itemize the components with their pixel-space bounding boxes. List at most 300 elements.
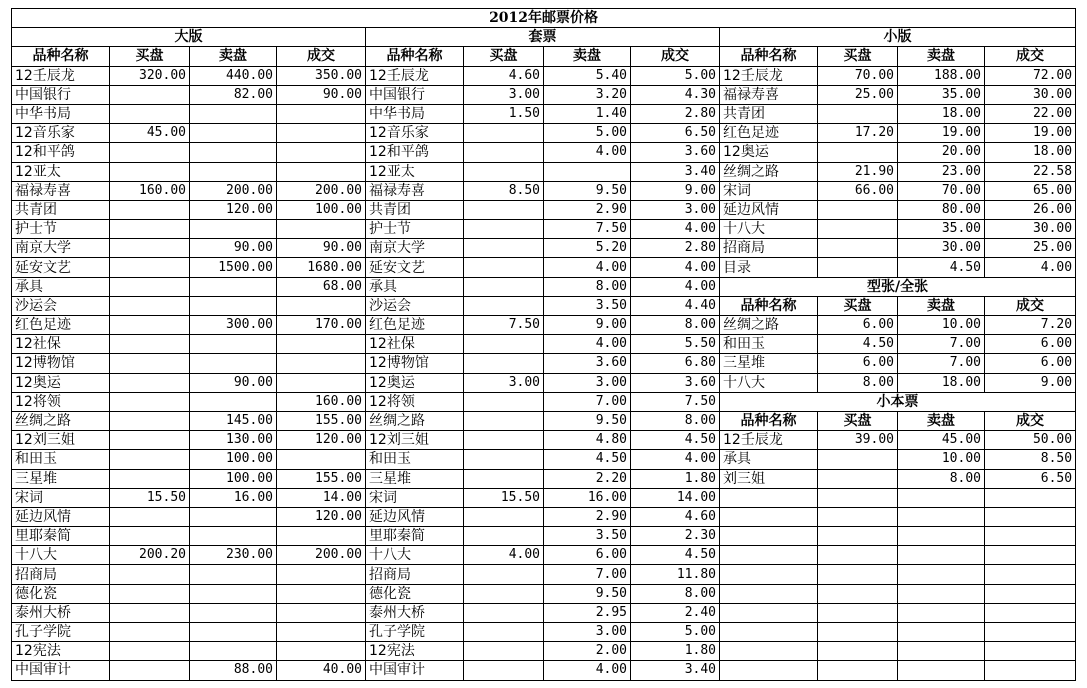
table-row bbox=[12, 392, 1076, 411]
taopiao-name-cell: 12奥运 bbox=[366, 373, 464, 392]
empty-cell bbox=[720, 507, 818, 526]
daban-name-cell: 中国银行 bbox=[12, 85, 110, 104]
taopiao-name-cell: 延安文艺 bbox=[366, 258, 464, 277]
column-header: 品种名称 bbox=[720, 296, 818, 315]
empty-cell bbox=[818, 527, 898, 546]
column-header: 成交 bbox=[631, 47, 720, 66]
daban-deal-cell: 155.00 bbox=[277, 411, 366, 430]
daban-deal-cell bbox=[277, 642, 366, 661]
xiaoban-ask-cell: 19.00 bbox=[898, 124, 985, 143]
taopiao-name-cell: 中国银行 bbox=[366, 85, 464, 104]
taopiao-name-cell: 12音乐家 bbox=[366, 124, 464, 143]
empty-cell bbox=[720, 623, 818, 642]
taopiao-deal-cell: 4.00 bbox=[631, 450, 720, 469]
taopiao-deal-cell: 6.80 bbox=[631, 354, 720, 373]
xiaobenpiao-name-cell: 刘三姐 bbox=[720, 469, 818, 488]
taopiao-bid-cell bbox=[464, 335, 544, 354]
empty-cell bbox=[720, 603, 818, 622]
xiaoban-ask-cell: 70.00 bbox=[898, 181, 985, 200]
taopiao-ask-cell: 3.00 bbox=[544, 623, 631, 642]
taopiao-ask-cell: 1.40 bbox=[544, 104, 631, 123]
taopiao-deal-cell: 8.00 bbox=[631, 584, 720, 603]
taopiao-ask-cell: 7.00 bbox=[544, 392, 631, 411]
empty-cell bbox=[898, 507, 985, 526]
taopiao-deal-cell: 3.60 bbox=[631, 373, 720, 392]
taopiao-bid-cell bbox=[464, 623, 544, 642]
taopiao-ask-cell: 8.00 bbox=[544, 277, 631, 296]
daban-bid-cell bbox=[110, 623, 190, 642]
xiaoban-name-cell: 十八大 bbox=[720, 220, 818, 239]
table-row bbox=[12, 450, 1076, 469]
section-daban: 大版 bbox=[12, 28, 366, 47]
taopiao-name-cell: 招商局 bbox=[366, 565, 464, 584]
empty-cell bbox=[818, 661, 898, 680]
daban-name-cell: 护士节 bbox=[12, 220, 110, 239]
table-row bbox=[12, 200, 1076, 219]
xingzhang-deal-cell: 9.00 bbox=[985, 373, 1076, 392]
taopiao-name-cell: 丝绸之路 bbox=[366, 411, 464, 430]
empty-cell bbox=[818, 642, 898, 661]
daban-bid-cell bbox=[110, 584, 190, 603]
taopiao-deal-cell: 3.40 bbox=[631, 162, 720, 181]
daban-deal-cell: 90.00 bbox=[277, 85, 366, 104]
column-header: 卖盘 bbox=[544, 47, 631, 66]
taopiao-bid-cell bbox=[464, 239, 544, 258]
xiaoban-name-cell: 红色足迹 bbox=[720, 124, 818, 143]
empty-cell bbox=[985, 565, 1076, 584]
empty-cell bbox=[898, 527, 985, 546]
taopiao-ask-cell: 16.00 bbox=[544, 488, 631, 507]
daban-ask-cell: 145.00 bbox=[190, 411, 277, 430]
daban-bid-cell bbox=[110, 373, 190, 392]
daban-deal-cell: 90.00 bbox=[277, 239, 366, 258]
daban-ask-cell: 90.00 bbox=[190, 239, 277, 258]
taopiao-deal-cell: 4.00 bbox=[631, 277, 720, 296]
taopiao-ask-cell: 2.90 bbox=[544, 200, 631, 219]
daban-name-cell: 宋词 bbox=[12, 488, 110, 507]
column-header: 品种名称 bbox=[720, 47, 818, 66]
empty-cell bbox=[720, 546, 818, 565]
taopiao-ask-cell: 9.00 bbox=[544, 316, 631, 335]
table-row bbox=[12, 507, 1076, 526]
daban-ask-cell bbox=[190, 642, 277, 661]
daban-bid-cell: 200.20 bbox=[110, 546, 190, 565]
column-header: 买盘 bbox=[818, 296, 898, 315]
daban-ask-cell bbox=[190, 565, 277, 584]
taopiao-bid-cell bbox=[464, 296, 544, 315]
xiaoban-name-cell: 延边风情 bbox=[720, 200, 818, 219]
daban-deal-cell bbox=[277, 354, 366, 373]
taopiao-name-cell: 南京大学 bbox=[366, 239, 464, 258]
taopiao-deal-cell: 9.00 bbox=[631, 181, 720, 200]
xiaoban-deal-cell: 19.00 bbox=[985, 124, 1076, 143]
daban-deal-cell bbox=[277, 450, 366, 469]
daban-bid-cell: 320.00 bbox=[110, 66, 190, 85]
daban-bid-cell bbox=[110, 450, 190, 469]
daban-deal-cell bbox=[277, 296, 366, 315]
taopiao-bid-cell bbox=[464, 431, 544, 450]
taopiao-bid-cell: 3.00 bbox=[464, 85, 544, 104]
empty-cell bbox=[818, 623, 898, 642]
xiaobenpiao-name-cell: 承具 bbox=[720, 450, 818, 469]
taopiao-bid-cell bbox=[464, 450, 544, 469]
xingzhang-ask-cell: 10.00 bbox=[898, 316, 985, 335]
table-row bbox=[12, 488, 1076, 507]
daban-deal-cell bbox=[277, 584, 366, 603]
taopiao-ask-cell: 9.50 bbox=[544, 181, 631, 200]
table-row bbox=[12, 277, 1076, 296]
taopiao-bid-cell bbox=[464, 603, 544, 622]
taopiao-name-cell: 红色足迹 bbox=[366, 316, 464, 335]
table-row bbox=[12, 258, 1076, 277]
table-row bbox=[12, 335, 1076, 354]
daban-bid-cell bbox=[110, 507, 190, 526]
daban-deal-cell: 100.00 bbox=[277, 200, 366, 219]
taopiao-deal-cell: 14.00 bbox=[631, 488, 720, 507]
xiaoban-name-cell: 目录 bbox=[720, 258, 818, 277]
empty-cell bbox=[898, 661, 985, 680]
table-row bbox=[12, 411, 1076, 430]
table-row bbox=[12, 181, 1076, 200]
daban-ask-cell bbox=[190, 603, 277, 622]
daban-deal-cell: 120.00 bbox=[277, 431, 366, 450]
taopiao-deal-cell: 5.50 bbox=[631, 335, 720, 354]
xingzhang-bid-cell: 4.50 bbox=[818, 335, 898, 354]
taopiao-deal-cell: 4.00 bbox=[631, 258, 720, 277]
daban-bid-cell bbox=[110, 411, 190, 430]
xiaobenpiao-name-cell: 12壬辰龙 bbox=[720, 431, 818, 450]
xiaoban-bid-cell bbox=[818, 220, 898, 239]
table-row bbox=[12, 584, 1076, 603]
xiaobenpiao-bid-cell bbox=[818, 450, 898, 469]
daban-bid-cell bbox=[110, 431, 190, 450]
taopiao-deal-cell: 3.00 bbox=[631, 200, 720, 219]
daban-bid-cell bbox=[110, 392, 190, 411]
daban-ask-cell: 100.00 bbox=[190, 469, 277, 488]
daban-name-cell: 三星堆 bbox=[12, 469, 110, 488]
taopiao-ask-cell: 3.60 bbox=[544, 354, 631, 373]
table-row bbox=[12, 661, 1076, 680]
taopiao-ask-cell: 7.50 bbox=[544, 220, 631, 239]
taopiao-bid-cell bbox=[464, 642, 544, 661]
taopiao-deal-cell: 5.00 bbox=[631, 66, 720, 85]
daban-name-cell: 泰州大桥 bbox=[12, 603, 110, 622]
taopiao-ask-cell: 2.20 bbox=[544, 469, 631, 488]
taopiao-bid-cell: 4.00 bbox=[464, 546, 544, 565]
taopiao-deal-cell: 8.00 bbox=[631, 316, 720, 335]
daban-bid-cell bbox=[110, 162, 190, 181]
taopiao-ask-cell: 4.50 bbox=[544, 450, 631, 469]
taopiao-deal-cell: 2.80 bbox=[631, 239, 720, 258]
daban-ask-cell: 230.00 bbox=[190, 546, 277, 565]
table-row bbox=[12, 239, 1076, 258]
xiaobenpiao-deal-cell: 8.50 bbox=[985, 450, 1076, 469]
daban-bid-cell: 15.50 bbox=[110, 488, 190, 507]
taopiao-ask-cell: 3.50 bbox=[544, 527, 631, 546]
daban-bid-cell bbox=[110, 335, 190, 354]
taopiao-deal-cell: 8.00 bbox=[631, 411, 720, 430]
column-header: 买盘 bbox=[464, 47, 544, 66]
taopiao-ask-cell: 4.00 bbox=[544, 661, 631, 680]
empty-cell bbox=[818, 488, 898, 507]
xiaoban-name-cell: 宋词 bbox=[720, 181, 818, 200]
taopiao-name-cell: 12刘三姐 bbox=[366, 431, 464, 450]
empty-cell bbox=[985, 661, 1076, 680]
daban-deal-cell bbox=[277, 565, 366, 584]
xiaobenpiao-bid-cell bbox=[818, 469, 898, 488]
taopiao-ask-cell: 6.00 bbox=[544, 546, 631, 565]
daban-bid-cell bbox=[110, 642, 190, 661]
xiaoban-deal-cell: 22.00 bbox=[985, 104, 1076, 123]
taopiao-name-cell: 承具 bbox=[366, 277, 464, 296]
taopiao-deal-cell: 2.80 bbox=[631, 104, 720, 123]
taopiao-deal-cell: 6.50 bbox=[631, 124, 720, 143]
xingzhang-deal-cell: 6.00 bbox=[985, 335, 1076, 354]
daban-deal-cell bbox=[277, 373, 366, 392]
taopiao-bid-cell: 8.50 bbox=[464, 181, 544, 200]
column-header: 成交 bbox=[985, 411, 1076, 430]
taopiao-name-cell: 和田玉 bbox=[366, 450, 464, 469]
daban-ask-cell bbox=[190, 335, 277, 354]
empty-cell bbox=[818, 546, 898, 565]
xiaoban-deal-cell: 25.00 bbox=[985, 239, 1076, 258]
xiaoban-bid-cell: 25.00 bbox=[818, 85, 898, 104]
price-table bbox=[11, 8, 1076, 681]
xingzhang-name-cell: 丝绸之路 bbox=[720, 316, 818, 335]
xingzhang-bid-cell: 6.00 bbox=[818, 354, 898, 373]
taopiao-name-cell: 12和平鸽 bbox=[366, 143, 464, 162]
table-row bbox=[12, 316, 1076, 335]
empty-cell bbox=[898, 623, 985, 642]
daban-ask-cell bbox=[190, 277, 277, 296]
empty-cell bbox=[818, 507, 898, 526]
daban-deal-cell bbox=[277, 162, 366, 181]
daban-bid-cell bbox=[110, 565, 190, 584]
daban-bid-cell bbox=[110, 661, 190, 680]
daban-ask-cell bbox=[190, 162, 277, 181]
empty-cell bbox=[720, 642, 818, 661]
xiaoban-deal-cell: 22.58 bbox=[985, 162, 1076, 181]
daban-name-cell: 孔子学院 bbox=[12, 623, 110, 642]
daban-deal-cell: 170.00 bbox=[277, 316, 366, 335]
taopiao-ask-cell: 5.00 bbox=[544, 124, 631, 143]
daban-ask-cell: 100.00 bbox=[190, 450, 277, 469]
daban-name-cell: 延安文艺 bbox=[12, 258, 110, 277]
daban-name-cell: 12奥运 bbox=[12, 373, 110, 392]
empty-cell bbox=[985, 507, 1076, 526]
taopiao-ask-cell: 7.00 bbox=[544, 565, 631, 584]
daban-bid-cell bbox=[110, 143, 190, 162]
xiaoban-ask-cell: 80.00 bbox=[898, 200, 985, 219]
daban-bid-cell: 160.00 bbox=[110, 181, 190, 200]
daban-bid-cell bbox=[110, 603, 190, 622]
taopiao-name-cell: 福禄寿喜 bbox=[366, 181, 464, 200]
xingzhang-bid-cell: 8.00 bbox=[818, 373, 898, 392]
column-header: 买盘 bbox=[818, 411, 898, 430]
xiaoban-deal-cell: 18.00 bbox=[985, 143, 1076, 162]
taopiao-deal-cell: 7.50 bbox=[631, 392, 720, 411]
xiaoban-deal-cell: 26.00 bbox=[985, 200, 1076, 219]
taopiao-bid-cell: 3.00 bbox=[464, 373, 544, 392]
table-row bbox=[12, 469, 1076, 488]
daban-name-cell: 12社保 bbox=[12, 335, 110, 354]
xiaoban-ask-cell: 188.00 bbox=[898, 66, 985, 85]
taopiao-name-cell: 中国审计 bbox=[366, 661, 464, 680]
daban-ask-cell bbox=[190, 392, 277, 411]
daban-deal-cell: 160.00 bbox=[277, 392, 366, 411]
daban-ask-cell: 200.00 bbox=[190, 181, 277, 200]
daban-bid-cell bbox=[110, 200, 190, 219]
taopiao-bid-cell bbox=[464, 584, 544, 603]
daban-deal-cell bbox=[277, 527, 366, 546]
taopiao-bid-cell bbox=[464, 354, 544, 373]
taopiao-deal-cell: 11.80 bbox=[631, 565, 720, 584]
table-row bbox=[12, 66, 1076, 85]
daban-ask-cell bbox=[190, 124, 277, 143]
daban-name-cell: 共青团 bbox=[12, 200, 110, 219]
daban-ask-cell: 300.00 bbox=[190, 316, 277, 335]
daban-name-cell: 和田玉 bbox=[12, 450, 110, 469]
xiaobenpiao-deal-cell: 50.00 bbox=[985, 431, 1076, 450]
daban-name-cell: 丝绸之路 bbox=[12, 411, 110, 430]
table-row bbox=[12, 85, 1076, 104]
xingzhang-ask-cell: 7.00 bbox=[898, 335, 985, 354]
column-header: 卖盘 bbox=[898, 47, 985, 66]
daban-ask-cell: 16.00 bbox=[190, 488, 277, 507]
taopiao-ask-cell: 5.40 bbox=[544, 66, 631, 85]
table-row bbox=[12, 354, 1076, 373]
daban-name-cell: 沙运会 bbox=[12, 296, 110, 315]
xiaobenpiao-ask-cell: 45.00 bbox=[898, 431, 985, 450]
daban-deal-cell: 200.00 bbox=[277, 546, 366, 565]
empty-cell bbox=[898, 584, 985, 603]
taopiao-bid-cell bbox=[464, 392, 544, 411]
daban-name-cell: 里耶秦简 bbox=[12, 527, 110, 546]
xingzhang-ask-cell: 7.00 bbox=[898, 354, 985, 373]
daban-name-cell: 南京大学 bbox=[12, 239, 110, 258]
taopiao-bid-cell bbox=[464, 527, 544, 546]
daban-name-cell: 红色足迹 bbox=[12, 316, 110, 335]
daban-ask-cell: 1500.00 bbox=[190, 258, 277, 277]
xiaoban-bid-cell bbox=[818, 200, 898, 219]
taopiao-deal-cell: 4.00 bbox=[631, 220, 720, 239]
empty-cell bbox=[985, 488, 1076, 507]
taopiao-ask-cell: 3.50 bbox=[544, 296, 631, 315]
empty-cell bbox=[898, 546, 985, 565]
daban-name-cell: 福禄寿喜 bbox=[12, 181, 110, 200]
daban-name-cell: 12将领 bbox=[12, 392, 110, 411]
daban-ask-cell bbox=[190, 296, 277, 315]
xingzhang-deal-cell: 7.20 bbox=[985, 316, 1076, 335]
daban-ask-cell bbox=[190, 527, 277, 546]
column-header: 成交 bbox=[985, 296, 1076, 315]
table-row bbox=[12, 546, 1076, 565]
column-header: 买盘 bbox=[110, 47, 190, 66]
column-header: 品种名称 bbox=[720, 411, 818, 430]
taopiao-bid-cell: 15.50 bbox=[464, 488, 544, 507]
taopiao-name-cell: 泰州大桥 bbox=[366, 603, 464, 622]
table-row bbox=[12, 373, 1076, 392]
daban-deal-cell bbox=[277, 623, 366, 642]
xiaoban-ask-cell: 23.00 bbox=[898, 162, 985, 181]
empty-cell bbox=[985, 546, 1076, 565]
taopiao-bid-cell bbox=[464, 411, 544, 430]
taopiao-ask-cell: 2.00 bbox=[544, 642, 631, 661]
taopiao-ask-cell: 4.00 bbox=[544, 143, 631, 162]
taopiao-name-cell: 12宪法 bbox=[366, 642, 464, 661]
taopiao-name-cell: 十八大 bbox=[366, 546, 464, 565]
daban-ask-cell: 90.00 bbox=[190, 373, 277, 392]
empty-cell bbox=[818, 565, 898, 584]
xiaoban-deal-cell: 65.00 bbox=[985, 181, 1076, 200]
xiaoban-deal-cell: 4.00 bbox=[985, 258, 1076, 277]
taopiao-name-cell: 护士节 bbox=[366, 220, 464, 239]
taopiao-name-cell: 12博物馆 bbox=[366, 354, 464, 373]
taopiao-name-cell: 中华书局 bbox=[366, 104, 464, 123]
empty-cell bbox=[720, 661, 818, 680]
table-row bbox=[12, 124, 1076, 143]
table-row bbox=[12, 220, 1076, 239]
daban-name-cell: 承具 bbox=[12, 277, 110, 296]
taopiao-bid-cell bbox=[464, 200, 544, 219]
daban-deal-cell: 200.00 bbox=[277, 181, 366, 200]
taopiao-deal-cell: 3.60 bbox=[631, 143, 720, 162]
taopiao-bid-cell: 1.50 bbox=[464, 104, 544, 123]
daban-name-cell: 12亚太 bbox=[12, 162, 110, 181]
section-xiaoban: 小版 bbox=[720, 28, 1076, 47]
daban-bid-cell bbox=[110, 277, 190, 296]
column-header: 成交 bbox=[985, 47, 1076, 66]
xingzhang-deal-cell: 6.00 bbox=[985, 354, 1076, 373]
taopiao-name-cell: 12亚太 bbox=[366, 162, 464, 181]
empty-cell bbox=[898, 488, 985, 507]
daban-bid-cell bbox=[110, 469, 190, 488]
taopiao-name-cell: 共青团 bbox=[366, 200, 464, 219]
daban-bid-cell bbox=[110, 354, 190, 373]
xingzhang-ask-cell: 18.00 bbox=[898, 373, 985, 392]
table-row bbox=[12, 603, 1076, 622]
taopiao-name-cell: 德化瓷 bbox=[366, 584, 464, 603]
xiaoban-bid-cell: 70.00 bbox=[818, 66, 898, 85]
taopiao-bid-cell bbox=[464, 277, 544, 296]
xiaoban-bid-cell: 21.90 bbox=[818, 162, 898, 181]
xiaoban-deal-cell: 30.00 bbox=[985, 220, 1076, 239]
taopiao-ask-cell: 9.50 bbox=[544, 411, 631, 430]
xiaoban-bid-cell: 66.00 bbox=[818, 181, 898, 200]
daban-deal-cell bbox=[277, 124, 366, 143]
daban-ask-cell bbox=[190, 584, 277, 603]
taopiao-name-cell: 里耶秦简 bbox=[366, 527, 464, 546]
xiaoban-bid-cell bbox=[818, 104, 898, 123]
daban-deal-cell bbox=[277, 335, 366, 354]
taopiao-bid-cell bbox=[464, 507, 544, 526]
empty-cell bbox=[985, 584, 1076, 603]
column-header: 买盘 bbox=[818, 47, 898, 66]
xiaoban-bid-cell bbox=[818, 258, 898, 277]
empty-cell bbox=[720, 488, 818, 507]
taopiao-deal-cell: 3.40 bbox=[631, 661, 720, 680]
taopiao-deal-cell: 1.80 bbox=[631, 469, 720, 488]
taopiao-deal-cell: 4.40 bbox=[631, 296, 720, 315]
daban-deal-cell bbox=[277, 104, 366, 123]
taopiao-ask-cell: 4.00 bbox=[544, 258, 631, 277]
taopiao-bid-cell: 7.50 bbox=[464, 316, 544, 335]
daban-name-cell: 十八大 bbox=[12, 546, 110, 565]
taopiao-deal-cell: 2.30 bbox=[631, 527, 720, 546]
daban-ask-cell bbox=[190, 354, 277, 373]
daban-bid-cell bbox=[110, 104, 190, 123]
taopiao-ask-cell: 4.00 bbox=[544, 335, 631, 354]
